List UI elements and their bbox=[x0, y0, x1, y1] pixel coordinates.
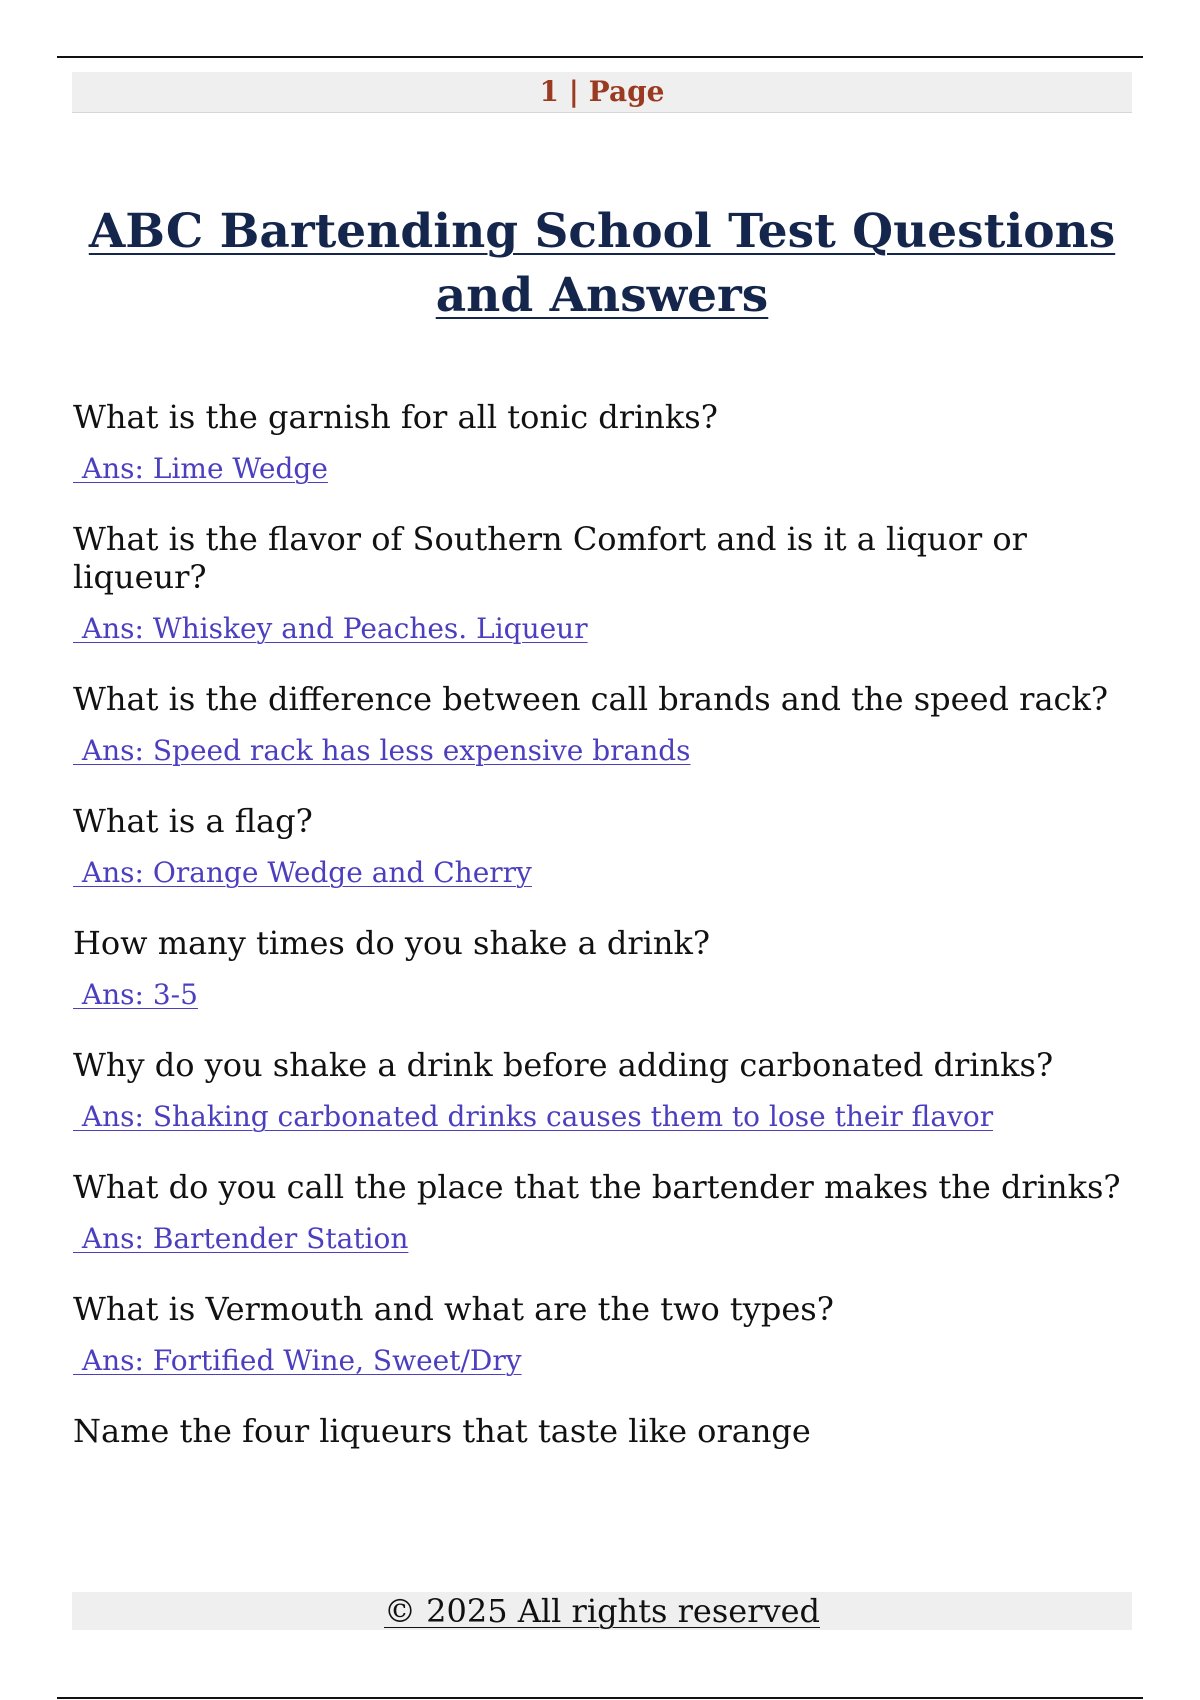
qa-item bbox=[73, 802, 1133, 890]
qa-item bbox=[73, 1290, 1133, 1378]
copyright-text: © 2025 All rights reserved bbox=[384, 1592, 820, 1630]
qa-list bbox=[73, 398, 1133, 1484]
qa-item bbox=[73, 398, 1133, 486]
document-title: ABC Bartending School Test Questions and Answers bbox=[88, 204, 1116, 323]
question-text: Name the four liqueurs that taste like orange bbox=[73, 1412, 811, 1450]
qa-item bbox=[73, 520, 1133, 646]
answer-link[interactable]: Ans: Whiskey and Peaches. Liqueur bbox=[73, 612, 588, 645]
question-text: What is the difference between call brands and the speed rack? bbox=[73, 680, 1108, 718]
answer-link[interactable]: Ans: Bartender Station bbox=[73, 1222, 409, 1255]
question-text: What is a flag? bbox=[73, 802, 313, 840]
page-footer bbox=[72, 1592, 1132, 1630]
question-text: What is the garnish for all tonic drinks? bbox=[73, 398, 718, 436]
answer-link[interactable]: Ans: Orange Wedge and Cherry bbox=[73, 856, 532, 889]
qa-item bbox=[73, 924, 1133, 1012]
qa-item bbox=[73, 1046, 1133, 1134]
question-text: Why do you shake a drink before adding carbonated drinks? bbox=[73, 1046, 1054, 1084]
answer-link[interactable]: Ans: Shaking carbonated drinks causes them to lose their flavor bbox=[73, 1100, 994, 1133]
top-rule bbox=[57, 56, 1143, 58]
qa-item bbox=[73, 1168, 1133, 1256]
qa-item bbox=[73, 680, 1133, 768]
bottom-rule bbox=[57, 1697, 1143, 1699]
answer-link[interactable]: Ans: Lime Wedge bbox=[73, 452, 328, 485]
question-text: What is Vermouth and what are the two types? bbox=[73, 1290, 834, 1328]
answer-link[interactable]: Ans: Fortified Wine, Sweet/Dry bbox=[73, 1344, 522, 1377]
qa-item bbox=[73, 1412, 1133, 1450]
question-text: What is the flavor of Southern Comfort and is it a liquor or liqueur? bbox=[73, 520, 1027, 596]
question-text: How many times do you shake a drink? bbox=[73, 924, 711, 962]
answer-link[interactable]: Ans: 3-5 bbox=[73, 978, 198, 1011]
page-header bbox=[72, 72, 1132, 113]
page-number-label: 1 | Page bbox=[539, 75, 665, 108]
answer-link[interactable]: Ans: Speed rack has less expensive brands bbox=[73, 734, 691, 767]
question-text: What do you call the place that the bartender makes the drinks? bbox=[73, 1168, 1121, 1206]
